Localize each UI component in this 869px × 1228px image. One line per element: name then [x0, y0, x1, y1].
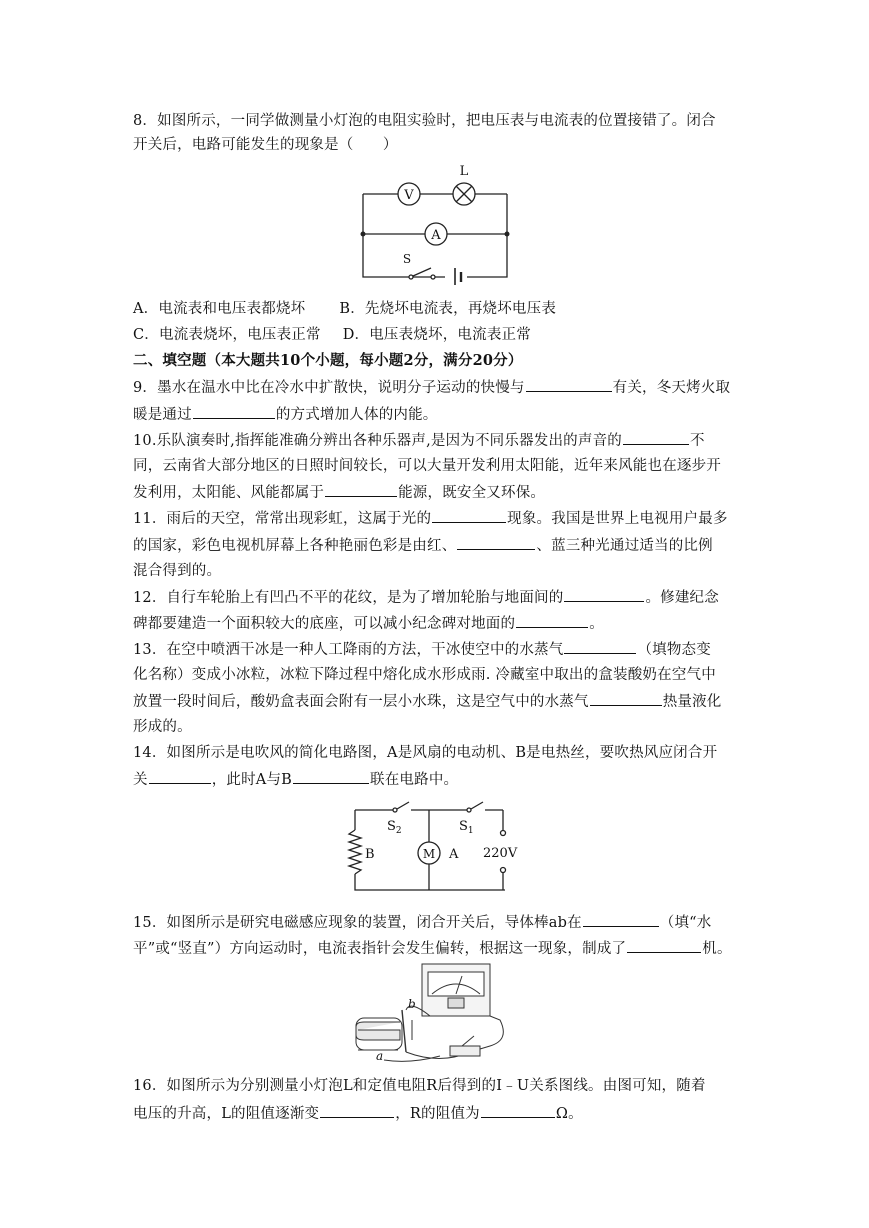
- answer-blank[interactable]: [149, 769, 211, 784]
- q10-line-1: [133, 430, 743, 451]
- q11-text: 、蓝三种光通过适当的比例: [536, 538, 713, 554]
- q13-text: 热量液化: [662, 694, 722, 710]
- q15-text: （填“水: [659, 915, 712, 931]
- q11-line-3: 混合得到的。: [133, 563, 222, 579]
- answer-blank[interactable]: [564, 587, 644, 602]
- answer-blank[interactable]: [526, 377, 612, 392]
- q9-text: 9．墨水在温水中比在冷水中扩散快，说明分子运动的快慢与: [133, 380, 525, 396]
- q14-circuit-diagram: [345, 800, 525, 900]
- q12-text: 12．自行车轮胎上有凹凸不平的花纹，是为了增加轮胎与地面间的: [133, 590, 564, 606]
- q13-text: 放置一段时间后，酸奶盒表面会附有一层小水珠，这是空气中的水蒸气: [133, 694, 589, 710]
- q10-text: 10.乐队演奏时,指挥能准确分辨出各种乐器声,是因为不同乐器发出的声音的: [133, 433, 622, 449]
- answer-blank[interactable]: [516, 613, 588, 628]
- q8-line-1: [133, 111, 743, 131]
- q11-line-1: [133, 508, 743, 529]
- q15-text: 平”或“竖直”）方向运动时，电流表指针会发生偏转，根据这一现象，制成了: [133, 941, 627, 957]
- q14-line-2: [133, 769, 743, 790]
- q11-text: 11．雨后的天空，常常出现彩虹，这属于光的: [133, 511, 432, 527]
- q16-text: 电压的升高，L的阻值逐渐变: [133, 1106, 320, 1122]
- q16-line-1: 16．如图所示为分别测量小灯泡L和定值电阻R后得到的I﹣U关系图线。由图可知，随着: [133, 1078, 706, 1094]
- q12-line-2: [133, 613, 743, 634]
- q13-text: （填物态变: [637, 642, 711, 658]
- q13-line-4: 形成的。: [133, 719, 192, 735]
- answer-blank[interactable]: [432, 508, 506, 523]
- q10-text: 能源，既安全又环保。: [398, 485, 546, 501]
- q10-text: 不: [689, 433, 705, 449]
- answer-blank[interactable]: [627, 938, 701, 953]
- q14-text: 联在电路中。: [370, 772, 459, 788]
- q10-line-2: 同，云南省大部分地区的日照时间较长，可以大量开发利用太阳能，近年来风能也在逐步开: [133, 458, 721, 474]
- q8-text: 开关后，电路可能发生的现象是（ ）: [133, 137, 398, 153]
- answer-blank[interactable]: [320, 1103, 394, 1118]
- rod-end-a-label: a: [376, 1049, 384, 1063]
- q9-text: 有关，冬天烤火取: [612, 380, 731, 396]
- answer-blank[interactable]: [293, 769, 369, 784]
- option-b: B．先烧坏电流表，再烧坏电压表: [339, 301, 557, 317]
- voltage-label: 220V: [483, 846, 518, 861]
- option-d: D．电压表烧坏，电流表正常: [342, 327, 531, 343]
- q12-text: 。修建纪念: [645, 590, 719, 606]
- answer-blank[interactable]: [481, 1103, 555, 1118]
- q9-line-2: [133, 404, 743, 425]
- s1-label: $S_1$: [459, 819, 474, 836]
- option-a: A．电流表和电压表都烧坏: [133, 301, 306, 317]
- answer-blank[interactable]: [193, 404, 275, 419]
- q10-line-3: [133, 482, 743, 503]
- q11-text: 的国家，彩色电视机屏幕上各种艳丽色彩是由红、: [133, 538, 457, 554]
- q13-line-1: [133, 639, 743, 660]
- s2-label: $S_2$: [387, 819, 402, 836]
- q13-line-2: 化名称）变成小冰粒，冰粒下降过程中熔化成水形成雨. 冷藏室中取出的盒装酸奶在空气中: [133, 667, 716, 683]
- q10-text: 发利用，太阳能、风能都属于: [133, 485, 325, 501]
- switch-label: S: [402, 252, 412, 266]
- q11-text: 现象。我国是世界上电视用户最多: [507, 511, 728, 527]
- answer-blank[interactable]: [623, 430, 689, 445]
- q12-text: 碑都要建造一个面积较大的底座，可以减小纪念碑对地面的: [133, 616, 516, 632]
- answer-blank[interactable]: [457, 535, 535, 550]
- q11-line-2: [133, 535, 743, 556]
- option-c: C．电流表烧坏，电压表正常: [133, 327, 321, 343]
- ammeter-label: A: [431, 228, 441, 243]
- answer-blank[interactable]: [325, 482, 397, 497]
- q14-text: ，此时A与B: [211, 772, 293, 788]
- q15-line-1: [133, 912, 743, 933]
- motor-label: M: [422, 847, 436, 861]
- q15-text: 15．如图所示是研究电磁感应现象的装置，闭合开关后，导体棒ab在: [133, 915, 582, 931]
- q12-text: 。: [589, 616, 604, 632]
- motor-letter-label: A: [449, 847, 459, 862]
- q13-text: 13．在空中喷洒干冰是一种人工降雨的方法，干冰使空中的水蒸气: [133, 642, 564, 658]
- q8-text: 8．如图所示，一同学做测量小灯泡的电阻实验时，把电压表与电流表的位置接错了。闭合: [133, 113, 716, 129]
- q16-text: Ω。: [555, 1106, 583, 1122]
- q13-line-3: [133, 691, 743, 712]
- q15-text: 机。: [702, 941, 732, 957]
- q8-line-2: [133, 135, 743, 155]
- q9-line-1: [133, 377, 743, 398]
- rod-end-b-label: b: [408, 997, 416, 1011]
- q8-circuit-diagram: [355, 160, 515, 285]
- q9-text: 的方式增加人体的内能。: [275, 407, 438, 423]
- section-heading: 二、填空题（本大题共10个小题，每小题2分，满分20分）: [133, 352, 523, 369]
- electromagnetic-induction-apparatus: [350, 960, 520, 1068]
- heater-label: B: [365, 847, 375, 862]
- q15-line-2: [133, 938, 743, 959]
- answer-blank[interactable]: [564, 639, 636, 654]
- q12-line-1: [133, 587, 743, 608]
- q16-line-2: [133, 1103, 743, 1124]
- answer-blank[interactable]: [583, 912, 659, 927]
- q8-options-row-2: [133, 325, 743, 345]
- voltmeter-label: V: [404, 188, 414, 203]
- q14-text: 关: [133, 772, 148, 788]
- q8-options-row-1: [133, 299, 743, 319]
- q14-line-1: 14．如图所示是电吹风的简化电路图，A是风扇的电动机、B是电热丝，要吹热风应闭合开: [133, 745, 718, 761]
- answer-blank[interactable]: [590, 691, 662, 706]
- q9-text: 暖是通过: [133, 407, 192, 423]
- q16-text: ，R的阻值为: [395, 1106, 480, 1122]
- lamp-label: L: [459, 164, 469, 179]
